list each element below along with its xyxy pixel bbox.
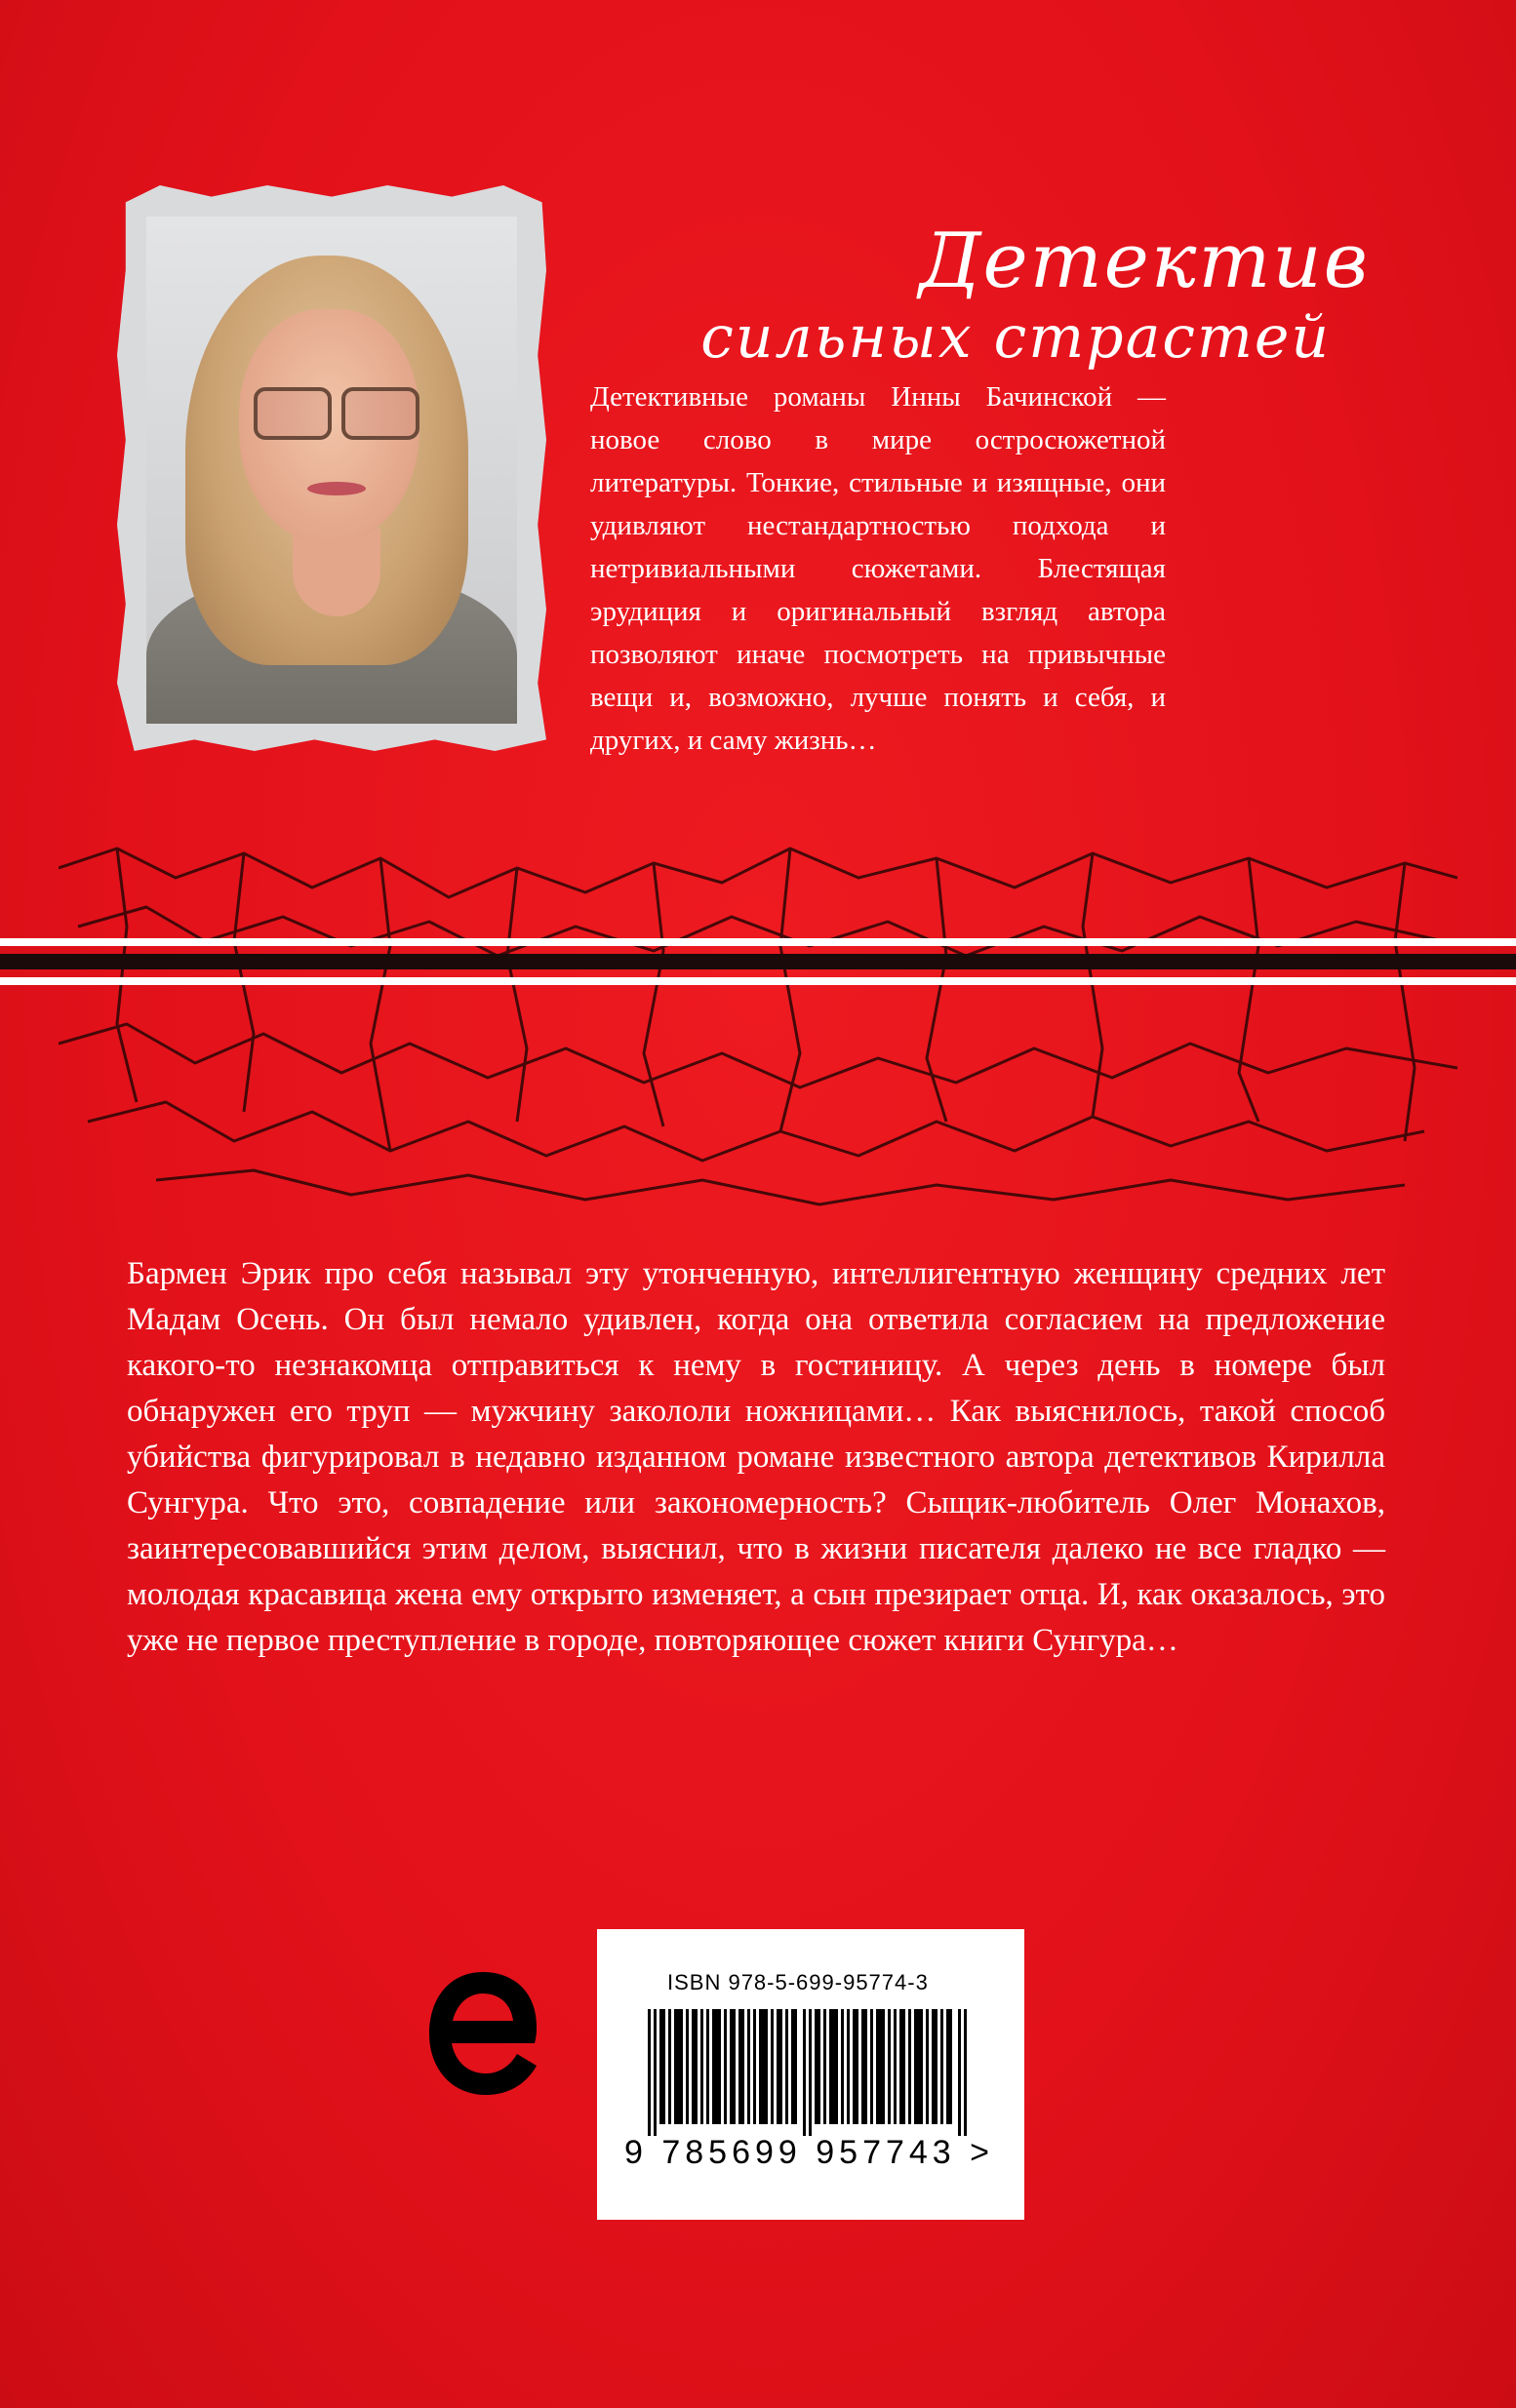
barcode (648, 2009, 970, 2136)
glasses-right-lens (341, 387, 419, 440)
stripe-white-top (0, 938, 1516, 946)
eksmo-logo-icon (419, 1960, 546, 2107)
book-summary: Бармен Эрик про себя называл эту утонченную, интеллигентную женщину средних лет Мадам Осень. Он был немало удивлен, когда она ответила согласием на предложение какого-то незнакомца отправиться к нему в гостиницу. А через день в номере был обнаружен его труп — мужчину закололи ножницами… Как выяснилось, такой способ убийства фигурировал в недавно изданном романе известного автора детективов Кирилла Сунгура. Что это, совпадение или закономерность? Сыщик-любитель Олег Монахов, заинтересовавшийся этим делом, выяснил, что в жизни писателя далеко не все гладко — молодая красавица жена ему открыто изменяет, а сын презирает отца. И, как оказалось, это уже не первое преступление в городе, повторяющее сюжет книги Сунгура… (127, 1256, 1385, 1658)
glasses-left-lens (254, 387, 332, 440)
author-photo (146, 217, 517, 724)
series-title-line2: сильных страстей (700, 303, 1331, 372)
stripe-black (0, 954, 1516, 969)
cracks-decoration (59, 809, 1457, 1219)
author-lips (307, 482, 366, 495)
barcode-digits: 9 785699 957743 > (624, 2134, 995, 2171)
series-title (700, 219, 1370, 372)
isbn-label: ISBN 978-5-699-95774-3 (667, 1970, 929, 1994)
stripe-white-bottom (0, 977, 1516, 985)
barcode-box (597, 1929, 1024, 2220)
author-annotation: Детективные романы Инны Бачинской — новое слово в мире остросюжетной литературы. Тонкие, стильные и изящные, они удивляют нестандартностью подхода и нетривиальными сюжетами. Блестящая эрудиция и оригинальный взгляд автора позволяют иначе посмотреть на привычные вещи и, возможно, лучше понять и себя, и других, и саму жизнь… (590, 381, 1166, 756)
series-title-line1: Детектив (919, 217, 1370, 305)
